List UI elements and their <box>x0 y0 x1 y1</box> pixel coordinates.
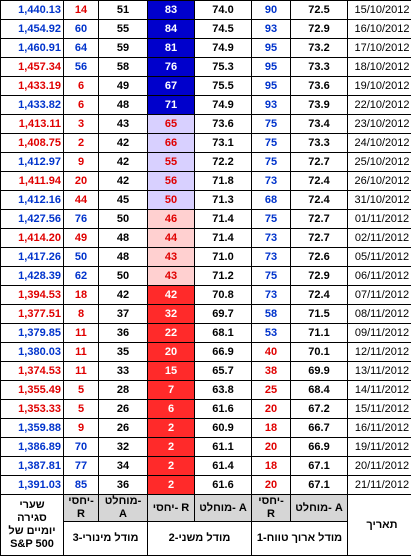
table-row <box>1 267 411 286</box>
date-cell: 12/11/2012 <box>348 343 411 362</box>
table-header <box>1 495 411 556</box>
model2-absolute-cell: 75.5 <box>195 77 252 96</box>
model3-relative-cell: 50 <box>64 248 99 267</box>
model2-relative-cell: 83 <box>148 1 195 20</box>
model2-relative-cell: 67 <box>148 77 195 96</box>
model1-absolute-cell: 72.9 <box>291 20 348 39</box>
model1-relative-cell: 90 <box>252 1 291 20</box>
model2-absolute-cell: 61.1 <box>195 438 252 457</box>
date-cell: 09/11/2012 <box>348 324 411 343</box>
sp-close-cell: 1,433.19 <box>1 77 64 96</box>
model2-relative-cell: 65 <box>148 115 195 134</box>
model2-absolute-cell: 66.9 <box>195 343 252 362</box>
model2-absolute-cell: 74.9 <box>195 96 252 115</box>
date-cell: 25/10/2012 <box>348 153 411 172</box>
model1-relative-cell: 93 <box>252 20 291 39</box>
model2-relative-cell: 46 <box>148 210 195 229</box>
model3-absolute-cell: 42 <box>99 134 148 153</box>
a3-header: מוחלט- A <box>99 495 148 522</box>
sp-close-cell: 1,412.16 <box>1 191 64 210</box>
model3-absolute-cell: 36 <box>99 476 148 495</box>
model2-relative-cell: 6 <box>148 400 195 419</box>
model2-relative-cell: 56 <box>148 172 195 191</box>
model1-absolute-cell: 73.4 <box>291 115 348 134</box>
model3-relative-cell: 44 <box>64 191 99 210</box>
sp-close-cell: 1,353.33 <box>1 400 64 419</box>
model1-relative-cell: 20 <box>252 438 291 457</box>
model2-absolute-cell: 65.7 <box>195 362 252 381</box>
model2-absolute-cell: 61.6 <box>195 476 252 495</box>
model1-relative-cell: 20 <box>252 476 291 495</box>
model1-relative-cell: 58 <box>252 305 291 324</box>
sp-label: שערי סגירה יומיים של S&P 500 <box>1 495 64 556</box>
model1-absolute-cell: 73.2 <box>291 39 348 58</box>
model1-absolute-cell: 72.4 <box>291 191 348 210</box>
table-row <box>1 58 411 77</box>
sp-close-cell: 1,433.82 <box>1 96 64 115</box>
model3-absolute-cell: 34 <box>99 457 148 476</box>
model2-relative-cell: 43 <box>148 248 195 267</box>
date-cell: 21/11/2012 <box>348 476 411 495</box>
model1-absolute-cell: 72.5 <box>291 1 348 20</box>
table-row <box>1 457 411 476</box>
model1-relative-cell: 75 <box>252 115 291 134</box>
date-cell: 08/11/2012 <box>348 305 411 324</box>
model1-absolute-cell: 72.4 <box>291 286 348 305</box>
model1-absolute-cell: 72.9 <box>291 267 348 286</box>
model2-absolute-cell: 72.2 <box>195 153 252 172</box>
date-cell: 24/10/2012 <box>348 134 411 153</box>
model1-relative-cell: 40 <box>252 343 291 362</box>
model2-absolute-cell: 61.6 <box>195 400 252 419</box>
table-row <box>1 210 411 229</box>
date-cell: 23/10/2012 <box>348 115 411 134</box>
table-row <box>1 191 411 210</box>
model1-absolute-cell: 72.7 <box>291 229 348 248</box>
table-row <box>1 419 411 438</box>
model3-relative-cell: 14 <box>64 1 99 20</box>
table-row <box>1 381 411 400</box>
date-cell: 15/11/2012 <box>348 400 411 419</box>
model3-relative-cell: 2 <box>64 134 99 153</box>
table-row <box>1 229 411 248</box>
date-cell: 18/10/2012 <box>348 58 411 77</box>
model3-absolute-cell: 42 <box>99 153 148 172</box>
model2-relative-cell: 43 <box>148 267 195 286</box>
model1-absolute-cell: 73.6 <box>291 77 348 96</box>
model2-relative-cell: 2 <box>148 438 195 457</box>
model3-absolute-cell: 42 <box>99 286 148 305</box>
model2-relative-cell: 2 <box>148 457 195 476</box>
date-cell: 31/10/2012 <box>348 191 411 210</box>
model3-relative-cell: 11 <box>64 362 99 381</box>
model1-relative-cell: 75 <box>252 210 291 229</box>
model3-relative-cell: 11 <box>64 324 99 343</box>
model2-absolute-cell: 71.4 <box>195 229 252 248</box>
model1-absolute-cell: 73.3 <box>291 58 348 77</box>
table-row <box>1 324 411 343</box>
model1-relative-cell: 73 <box>252 248 291 267</box>
sp-close-cell: 1,440.13 <box>1 1 64 20</box>
sp-close-cell: 1,411.94 <box>1 172 64 191</box>
table-row <box>1 115 411 134</box>
model1-relative-cell: 38 <box>252 362 291 381</box>
model2-absolute-cell: 68.1 <box>195 324 252 343</box>
model1-relative-cell: 53 <box>252 324 291 343</box>
model3-absolute-cell: 50 <box>99 267 148 286</box>
sp-close-cell: 1,454.92 <box>1 20 64 39</box>
model2-absolute-cell: 73.1 <box>195 134 252 153</box>
model3-relative-cell: 9 <box>64 419 99 438</box>
model2-relative-cell: 2 <box>148 419 195 438</box>
model1-relative-cell: 73 <box>252 286 291 305</box>
model3-absolute-cell: 48 <box>99 248 148 267</box>
model1-absolute-cell: 71.1 <box>291 324 348 343</box>
model2-absolute-cell: 71.0 <box>195 248 252 267</box>
sp-close-cell: 1,408.75 <box>1 134 64 153</box>
sp-close-cell: 1,394.53 <box>1 286 64 305</box>
date-cell: 01/11/2012 <box>348 210 411 229</box>
model2-absolute-cell: 71.8 <box>195 172 252 191</box>
sp-close-cell: 1,427.56 <box>1 210 64 229</box>
model3-absolute-cell: 32 <box>99 438 148 457</box>
model2-relative-cell: 44 <box>148 229 195 248</box>
model3-relative-cell: 5 <box>64 400 99 419</box>
group2-header: מודל משני-2 <box>148 522 252 556</box>
model2-relative-cell: 76 <box>148 58 195 77</box>
model1-absolute-cell: 71.5 <box>291 305 348 324</box>
sp-close-cell: 1,380.03 <box>1 343 64 362</box>
sp-close-cell: 1,374.53 <box>1 362 64 381</box>
r1-header: יחסי- R <box>252 495 291 522</box>
table-row <box>1 20 411 39</box>
model3-absolute-cell: 51 <box>99 1 148 20</box>
date-cell: 22/10/2012 <box>348 96 411 115</box>
model3-relative-cell: 5 <box>64 381 99 400</box>
model3-relative-cell: 76 <box>64 210 99 229</box>
model3-absolute-cell: 58 <box>99 58 148 77</box>
date-cell: 05/11/2012 <box>348 248 411 267</box>
sp-close-cell: 1,417.26 <box>1 248 64 267</box>
model3-absolute-cell: 26 <box>99 419 148 438</box>
table-row <box>1 172 411 191</box>
date-cell: 16/10/2012 <box>348 20 411 39</box>
model3-relative-cell: 8 <box>64 305 99 324</box>
model3-absolute-cell: 55 <box>99 20 148 39</box>
model2-relative-cell: 42 <box>148 286 195 305</box>
model3-absolute-cell: 35 <box>99 343 148 362</box>
model2-relative-cell: 15 <box>148 362 195 381</box>
date-cell: 17/10/2012 <box>348 39 411 58</box>
sp-close-cell: 1,457.34 <box>1 58 64 77</box>
sp-close-cell: 1,412.97 <box>1 153 64 172</box>
model3-absolute-cell: 28 <box>99 381 148 400</box>
model1-relative-cell: 18 <box>252 457 291 476</box>
table-row <box>1 343 411 362</box>
model2-relative-cell: 81 <box>148 39 195 58</box>
model2-absolute-cell: 60.9 <box>195 419 252 438</box>
model3-relative-cell: 60 <box>64 20 99 39</box>
table-row <box>1 1 411 20</box>
date-cell: 07/11/2012 <box>348 286 411 305</box>
model3-relative-cell: 64 <box>64 39 99 58</box>
sp-close-cell: 1,355.49 <box>1 381 64 400</box>
model2-absolute-cell: 70.8 <box>195 286 252 305</box>
model1-relative-cell: 75 <box>252 267 291 286</box>
model3-absolute-cell: 42 <box>99 172 148 191</box>
sp-close-cell: 1,413.11 <box>1 115 64 134</box>
model3-absolute-cell: 50 <box>99 210 148 229</box>
model1-absolute-cell: 68.4 <box>291 381 348 400</box>
table-row <box>1 77 411 96</box>
sp-close-cell: 1,387.81 <box>1 457 64 476</box>
table-row <box>1 305 411 324</box>
model2-absolute-cell: 74.5 <box>195 20 252 39</box>
model3-absolute-cell: 48 <box>99 96 148 115</box>
model3-absolute-cell: 36 <box>99 324 148 343</box>
table-row <box>1 153 411 172</box>
model2-relative-cell: 66 <box>148 134 195 153</box>
model1-absolute-cell: 72.4 <box>291 172 348 191</box>
model2-relative-cell: 84 <box>148 20 195 39</box>
model3-absolute-cell: 26 <box>99 400 148 419</box>
model2-absolute-cell: 71.4 <box>195 210 252 229</box>
model2-relative-cell: 7 <box>148 381 195 400</box>
model1-relative-cell: 18 <box>252 419 291 438</box>
model3-relative-cell: 77 <box>64 457 99 476</box>
date-header: תאריך <box>348 495 411 556</box>
model2-relative-cell: 50 <box>148 191 195 210</box>
date-cell: 02/11/2012 <box>348 229 411 248</box>
model1-absolute-cell: 72.7 <box>291 210 348 229</box>
pct-header: יחסי- R <box>148 495 195 522</box>
model3-relative-cell: 18 <box>64 286 99 305</box>
sp-close-cell: 1,379.85 <box>1 324 64 343</box>
model2-relative-cell: 2 <box>148 476 195 495</box>
table-row <box>1 96 411 115</box>
table-row <box>1 39 411 58</box>
model3-absolute-cell: 59 <box>99 39 148 58</box>
model1-absolute-cell: 67.1 <box>291 476 348 495</box>
sp-close-cell: 1,428.39 <box>1 267 64 286</box>
r3-header: יחסי- R <box>64 495 99 522</box>
model2-absolute-cell: 71.3 <box>195 191 252 210</box>
model3-relative-cell: 11 <box>64 343 99 362</box>
model1-relative-cell: 68 <box>252 191 291 210</box>
table-row <box>1 400 411 419</box>
model1-relative-cell: 75 <box>252 153 291 172</box>
date-cell: 16/11/2012 <box>348 419 411 438</box>
model2-absolute-cell: 74.0 <box>195 1 252 20</box>
model1-absolute-cell: 67.2 <box>291 400 348 419</box>
table-row <box>1 438 411 457</box>
model1-relative-cell: 95 <box>252 77 291 96</box>
table-body <box>1 1 411 495</box>
model2-relative-cell: 32 <box>148 305 195 324</box>
model2-relative-cell: 55 <box>148 153 195 172</box>
date-cell: 14/11/2012 <box>348 381 411 400</box>
model2-absolute-cell: 63.8 <box>195 381 252 400</box>
a1-header: מוחלט- A <box>291 495 348 522</box>
sp-close-cell: 1,414.20 <box>1 229 64 248</box>
model2-relative-cell: 71 <box>148 96 195 115</box>
sp-close-cell: 1,460.91 <box>1 39 64 58</box>
model3-relative-cell: 9 <box>64 153 99 172</box>
date-cell: 06/11/2012 <box>348 267 411 286</box>
model3-relative-cell: 6 <box>64 77 99 96</box>
model3-relative-cell: 62 <box>64 267 99 286</box>
model1-absolute-cell: 69.9 <box>291 362 348 381</box>
model3-relative-cell: 56 <box>64 58 99 77</box>
model2-relative-cell: 20 <box>148 343 195 362</box>
model2-relative-cell: 22 <box>148 324 195 343</box>
group1-header: מודל ארוך טווח-1 <box>252 522 348 556</box>
model1-relative-cell: 75 <box>252 134 291 153</box>
model3-absolute-cell: 49 <box>99 77 148 96</box>
model3-relative-cell: 6 <box>64 96 99 115</box>
table-row <box>1 248 411 267</box>
model3-relative-cell: 20 <box>64 172 99 191</box>
model1-relative-cell: 95 <box>252 58 291 77</box>
model3-relative-cell: 70 <box>64 438 99 457</box>
model1-absolute-cell: 67.1 <box>291 457 348 476</box>
model1-absolute-cell: 73.3 <box>291 134 348 153</box>
sp-close-cell: 1,377.51 <box>1 305 64 324</box>
table-row <box>1 362 411 381</box>
date-cell: 15/10/2012 <box>348 1 411 20</box>
model1-absolute-cell: 72.7 <box>291 153 348 172</box>
model1-absolute-cell: 66.9 <box>291 438 348 457</box>
model1-relative-cell: 73 <box>252 172 291 191</box>
sp-close-cell: 1,359.88 <box>1 419 64 438</box>
sp-close-cell: 1,386.89 <box>1 438 64 457</box>
model1-absolute-cell: 66.7 <box>291 419 348 438</box>
model1-absolute-cell: 72.6 <box>291 248 348 267</box>
model1-relative-cell: 20 <box>252 400 291 419</box>
sp-close-cell: 1,391.03 <box>1 476 64 495</box>
model3-relative-cell: 85 <box>64 476 99 495</box>
model3-absolute-cell: 48 <box>99 229 148 248</box>
model3-relative-cell: 49 <box>64 229 99 248</box>
a2-header: מוחלט- A <box>195 495 252 522</box>
model1-relative-cell: 25 <box>252 381 291 400</box>
model2-absolute-cell: 75.3 <box>195 58 252 77</box>
date-cell: 19/10/2012 <box>348 77 411 96</box>
table-row <box>1 286 411 305</box>
table-row <box>1 476 411 495</box>
model1-relative-cell: 93 <box>252 96 291 115</box>
model1-absolute-cell: 70.1 <box>291 343 348 362</box>
model3-absolute-cell: 33 <box>99 362 148 381</box>
model2-absolute-cell: 69.7 <box>195 305 252 324</box>
date-cell: 20/11/2012 <box>348 457 411 476</box>
model2-absolute-cell: 74.9 <box>195 39 252 58</box>
date-cell: 26/10/2012 <box>348 172 411 191</box>
model1-relative-cell: 95 <box>252 39 291 58</box>
date-cell: 19/11/2012 <box>348 438 411 457</box>
model3-relative-cell: 3 <box>64 115 99 134</box>
model2-absolute-cell: 61.4 <box>195 457 252 476</box>
date-cell: 13/11/2012 <box>348 362 411 381</box>
model2-absolute-cell: 73.6 <box>195 115 252 134</box>
model2-absolute-cell: 71.2 <box>195 267 252 286</box>
table-row <box>1 134 411 153</box>
model1-relative-cell: 73 <box>252 229 291 248</box>
model1-absolute-cell: 73.9 <box>291 96 348 115</box>
group3-header: מודל מינורי-3 <box>64 522 148 556</box>
model3-absolute-cell: 45 <box>99 191 148 210</box>
model3-absolute-cell: 43 <box>99 115 148 134</box>
model3-absolute-cell: 37 <box>99 305 148 324</box>
